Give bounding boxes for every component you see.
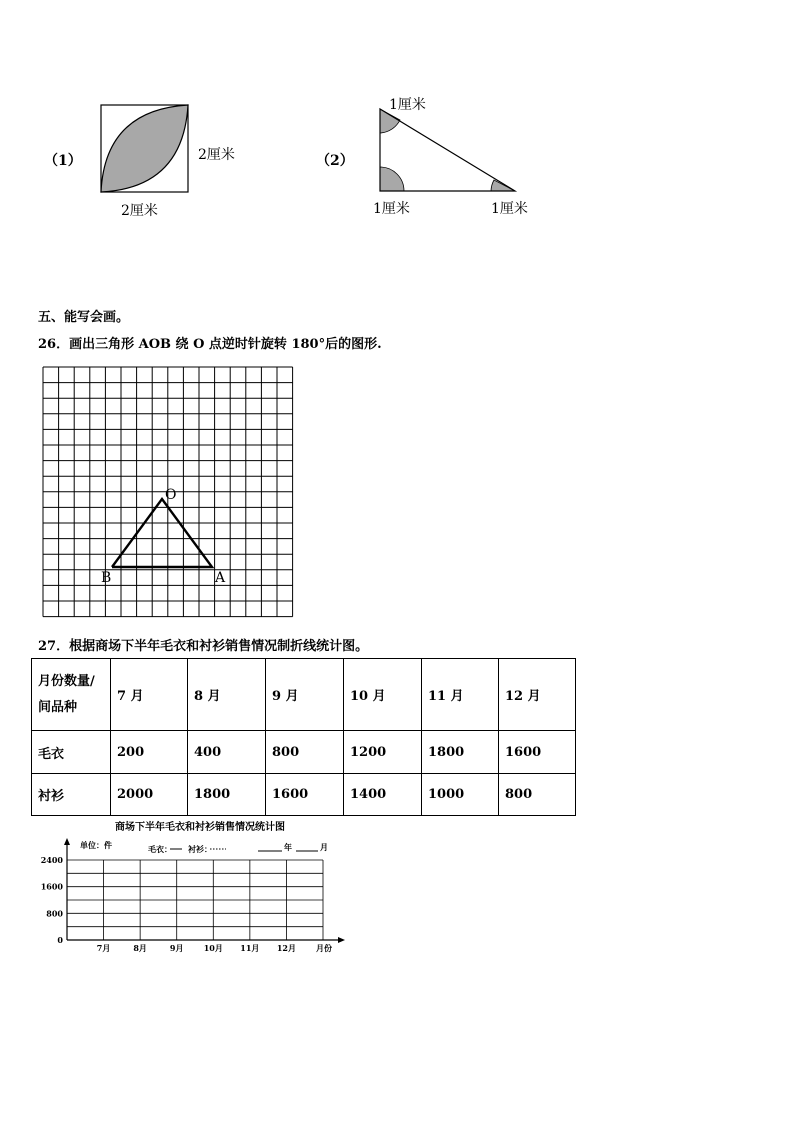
unit-label: 单位：件 bbox=[80, 840, 112, 850]
point-b-label: B bbox=[101, 570, 112, 586]
y-axis-arrow bbox=[64, 838, 70, 845]
chart-title: 商场下半年毛衣和衬衫销售情况统计图 bbox=[115, 822, 285, 833]
x-tick-label: 9月 bbox=[169, 943, 184, 953]
table-row bbox=[32, 774, 576, 816]
row-name: 衬衫 bbox=[32, 774, 111, 816]
table-header-row bbox=[32, 659, 576, 731]
figure-1-bottom-label: 2厘米 bbox=[121, 203, 158, 219]
figure-1-side-label: 2厘米 bbox=[198, 147, 235, 163]
table-cell: 1000 bbox=[422, 774, 499, 816]
table-cell: 1800 bbox=[422, 731, 499, 774]
y-tick-label: 2400 bbox=[40, 855, 63, 865]
sales-table bbox=[31, 658, 576, 816]
table-cell: 1600 bbox=[499, 731, 576, 774]
month-header: 11 月 bbox=[422, 659, 499, 731]
table-cell: 2000 bbox=[111, 774, 188, 816]
table-cell: 800 bbox=[499, 774, 576, 816]
figure-2-bottom-left-label: 1厘米 bbox=[373, 201, 410, 217]
figure-2-number: （2） bbox=[316, 153, 354, 169]
section-5-heading: 五、能写会画。 bbox=[38, 310, 130, 325]
table-cell: 1800 bbox=[188, 774, 266, 816]
question-26-text: 26．画出三角形 AOB 绕 O 点逆时针旋转 180°后的图形. bbox=[38, 337, 382, 352]
corner-line-1: 月份数量/ bbox=[38, 673, 95, 689]
y-tick-labels bbox=[41, 855, 64, 945]
table-cell: 400 bbox=[188, 731, 266, 774]
year-label: 年 bbox=[284, 842, 292, 852]
x-axis-label: 月份 bbox=[316, 943, 332, 953]
chart-grid bbox=[67, 860, 323, 940]
x-tick-label: 11月 bbox=[240, 943, 260, 953]
x-tick-labels bbox=[97, 943, 296, 953]
table-cell: 1400 bbox=[344, 774, 422, 816]
x-tick-label: 8月 bbox=[133, 943, 147, 953]
month-header: 8 月 bbox=[188, 659, 266, 731]
question-27-text: 27．根据商场下半年毛衣和衬衫销售情况制折线统计图。 bbox=[38, 639, 369, 654]
figure-2-right-triangle bbox=[370, 100, 530, 200]
sales-line-chart bbox=[30, 816, 360, 961]
x-tick-label: 10月 bbox=[203, 943, 223, 953]
month-header: 9 月 bbox=[266, 659, 344, 731]
point-o-label: O bbox=[165, 487, 177, 503]
table-cell: 1600 bbox=[266, 774, 344, 816]
y-tick-label: 0 bbox=[57, 935, 63, 945]
figure-1-number: （1） bbox=[44, 153, 82, 169]
month-header: 10 月 bbox=[344, 659, 422, 731]
x-tick-label: 7月 bbox=[96, 943, 111, 953]
x-tick-label: 12月 bbox=[276, 943, 296, 953]
corner-line-2: 间品种 bbox=[38, 699, 78, 715]
table-cell: 1200 bbox=[344, 731, 422, 774]
table-cell: 200 bbox=[111, 731, 188, 774]
figure-2-top-label: 1厘米 bbox=[389, 97, 426, 113]
month-header: 12 月 bbox=[499, 659, 576, 731]
triangle-aob bbox=[112, 499, 212, 567]
y-tick-label: 1600 bbox=[40, 881, 63, 892]
month-header: 7 月 bbox=[111, 659, 188, 731]
month-label: 月 bbox=[320, 842, 328, 852]
point-a-label: A bbox=[215, 570, 226, 586]
row-name: 毛衣 bbox=[32, 731, 111, 774]
x-axis-arrow bbox=[338, 937, 345, 943]
legend-sweater: 毛衣： bbox=[148, 844, 172, 854]
table-row bbox=[32, 731, 576, 774]
figure-2-bottom-right-label: 1厘米 bbox=[491, 201, 528, 217]
y-tick-label: 800 bbox=[46, 908, 63, 919]
legend-shirt: 衬衫： bbox=[188, 844, 212, 854]
table-corner-cell bbox=[32, 659, 111, 731]
table-cell: 800 bbox=[266, 731, 344, 774]
